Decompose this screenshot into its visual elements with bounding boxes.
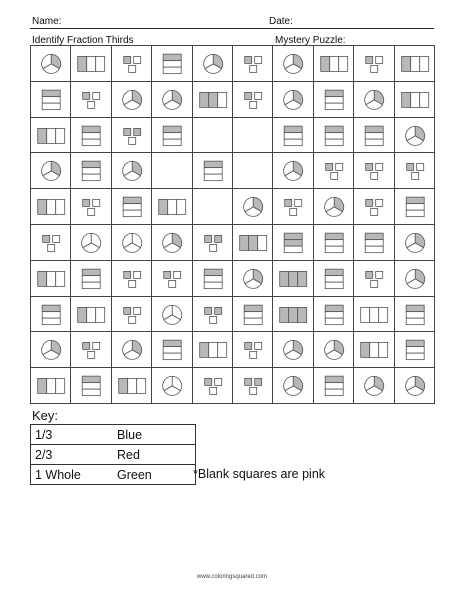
pie-thirds-icon — [71, 225, 111, 261]
grid-cell[interactable] — [394, 367, 435, 404]
stacked-bar-thirds-icon — [314, 368, 354, 404]
bar-thirds-icon — [71, 297, 111, 333]
stacked-bar-thirds-icon — [71, 368, 111, 404]
pie-thirds-icon — [354, 82, 394, 118]
pie-thirds-icon — [395, 118, 435, 154]
pie-thirds-icon — [273, 332, 313, 368]
name-line — [30, 28, 434, 29]
three-squares-icon — [314, 153, 354, 189]
grid-cell[interactable] — [70, 367, 111, 404]
grid-cell[interactable] — [272, 117, 313, 154]
grid-cell[interactable] — [111, 331, 152, 368]
grid-cell[interactable] — [111, 188, 152, 225]
pie-thirds-icon — [112, 153, 152, 189]
stacked-bar-thirds-icon — [152, 332, 192, 368]
stacked-bar-thirds-icon — [314, 118, 354, 154]
stacked-bar-thirds-icon — [314, 225, 354, 261]
pie-thirds-icon — [152, 225, 192, 261]
bar-thirds-icon — [193, 82, 233, 118]
grid-cell[interactable] — [353, 260, 394, 297]
grid-cell[interactable] — [232, 296, 273, 333]
name-label: Name: — [32, 16, 62, 27]
grid-cell[interactable] — [192, 260, 233, 297]
grid-cell[interactable] — [394, 224, 435, 261]
stacked-bar-thirds-icon — [354, 225, 394, 261]
grid-cell[interactable] — [232, 224, 273, 261]
grid-cell[interactable] — [30, 152, 71, 189]
stacked-bar-thirds-icon — [71, 118, 111, 154]
grid-cell[interactable] — [192, 81, 233, 118]
grid-cell[interactable] — [192, 367, 233, 404]
three-squares-icon — [71, 82, 111, 118]
grid-cell[interactable] — [111, 45, 152, 82]
grid-cell[interactable] — [353, 45, 394, 82]
pie-thirds-icon — [31, 46, 71, 82]
bar-thirds-icon — [193, 332, 233, 368]
key-row — [31, 445, 196, 465]
grid-cell[interactable] — [232, 81, 273, 118]
grid-cell[interactable] — [70, 224, 111, 261]
stacked-bar-thirds-icon — [273, 225, 313, 261]
bar-thirds-icon — [31, 368, 71, 404]
pie-thirds-icon — [354, 368, 394, 404]
three-squares-icon — [193, 297, 233, 333]
grid-cell[interactable] — [272, 152, 313, 189]
grid-cell[interactable] — [111, 117, 152, 154]
grid-cell[interactable] — [394, 331, 435, 368]
bar-thirds-icon — [31, 189, 71, 225]
grid-cell[interactable] — [353, 296, 394, 333]
grid-cell[interactable] — [272, 296, 313, 333]
stacked-bar-thirds-icon — [354, 118, 394, 154]
three-squares-icon — [112, 297, 152, 333]
three-squares-icon — [233, 82, 273, 118]
pie-thirds-icon — [233, 261, 273, 297]
grid-cell[interactable] — [70, 152, 111, 189]
key-row — [31, 425, 196, 445]
grid-cell[interactable] — [30, 331, 71, 368]
bar-thirds-icon — [112, 368, 152, 404]
pie-thirds-icon — [273, 46, 313, 82]
grid-cell[interactable] — [394, 45, 435, 82]
grid-cell[interactable] — [272, 260, 313, 297]
grid-cell[interactable] — [151, 296, 192, 333]
stacked-bar-thirds-icon — [193, 153, 233, 189]
bar-thirds-icon — [395, 82, 435, 118]
key-color: Red — [113, 445, 196, 465]
three-squares-icon — [112, 261, 152, 297]
grid-cell[interactable] — [353, 331, 394, 368]
grid-cell[interactable] — [30, 260, 71, 297]
grid-cell[interactable] — [313, 260, 354, 297]
stacked-bar-thirds-icon — [233, 297, 273, 333]
pie-thirds-icon — [395, 225, 435, 261]
grid-cell[interactable] — [111, 152, 152, 189]
bar-thirds-icon — [31, 118, 71, 154]
blank-cell[interactable] — [192, 188, 233, 225]
key-row — [31, 465, 196, 485]
grid-cell[interactable] — [232, 188, 273, 225]
pie-thirds-icon — [112, 82, 152, 118]
grid-cell[interactable] — [111, 81, 152, 118]
grid-cell[interactable] — [151, 81, 192, 118]
blank-squares-note: *Blank squares are pink — [193, 467, 326, 481]
bar-thirds-icon — [354, 332, 394, 368]
bar-thirds-icon — [395, 46, 435, 82]
grid-cell[interactable] — [313, 188, 354, 225]
grid-cell[interactable] — [313, 296, 354, 333]
three-squares-icon — [395, 153, 435, 189]
grid-cell[interactable] — [394, 260, 435, 297]
pie-thirds-icon — [395, 261, 435, 297]
grid-cell[interactable] — [70, 296, 111, 333]
three-squares-icon — [152, 261, 192, 297]
grid-cell[interactable] — [70, 117, 111, 154]
grid-cell[interactable] — [151, 224, 192, 261]
grid-cell[interactable] — [313, 367, 354, 404]
pie-thirds-icon — [314, 189, 354, 225]
key-fraction: 2/3 — [31, 445, 114, 465]
stacked-bar-thirds-icon — [273, 118, 313, 154]
grid-cell[interactable] — [30, 45, 71, 82]
stacked-bar-thirds-icon — [314, 297, 354, 333]
pie-thirds-icon — [395, 368, 435, 404]
grid-cell[interactable] — [70, 45, 111, 82]
key-fraction: 1 Whole — [31, 465, 114, 485]
grid-cell[interactable] — [70, 260, 111, 297]
grid-cell[interactable] — [232, 367, 273, 404]
three-squares-icon — [233, 46, 273, 82]
stacked-bar-thirds-icon — [314, 82, 354, 118]
grid-cell[interactable] — [272, 45, 313, 82]
grid-cell[interactable] — [353, 81, 394, 118]
grid-cell[interactable] — [192, 296, 233, 333]
grid-cell[interactable] — [70, 188, 111, 225]
grid-cell[interactable] — [313, 45, 354, 82]
blank-cell[interactable] — [151, 152, 192, 189]
three-squares-icon — [193, 368, 233, 404]
grid-cell[interactable] — [192, 331, 233, 368]
pie-thirds-icon — [273, 153, 313, 189]
grid-cell[interactable] — [30, 188, 71, 225]
three-squares-icon — [233, 332, 273, 368]
grid-cell[interactable] — [272, 81, 313, 118]
grid-cell[interactable] — [232, 45, 273, 82]
stacked-bar-thirds-icon — [31, 82, 71, 118]
grid-cell[interactable] — [151, 331, 192, 368]
three-squares-icon — [233, 368, 273, 404]
bar-thirds-icon — [314, 46, 354, 82]
key-label: Key: — [32, 408, 59, 423]
grid-cell[interactable] — [192, 224, 233, 261]
grid-cell[interactable] — [272, 188, 313, 225]
grid-cell[interactable] — [151, 117, 192, 154]
worksheet-title: Identify Fraction Thirds — [32, 35, 134, 46]
three-squares-icon — [273, 189, 313, 225]
footer-url: www.coloringsquared.com — [196, 574, 268, 580]
stacked-bar-thirds-icon — [112, 189, 152, 225]
pie-thirds-icon — [112, 332, 152, 368]
grid-cell[interactable] — [30, 81, 71, 118]
grid-cell[interactable] — [313, 224, 354, 261]
grid-cell[interactable] — [151, 188, 192, 225]
grid-cell[interactable] — [70, 331, 111, 368]
grid-cell[interactable] — [192, 45, 233, 82]
pie-thirds-icon — [193, 46, 233, 82]
stacked-bar-thirds-icon — [193, 261, 233, 297]
stacked-bar-thirds-icon — [314, 261, 354, 297]
three-squares-icon — [193, 225, 233, 261]
grid-cell[interactable] — [394, 117, 435, 154]
pie-thirds-icon — [273, 82, 313, 118]
grid-cell[interactable] — [353, 117, 394, 154]
grid-cell[interactable] — [394, 296, 435, 333]
grid-cell[interactable] — [30, 367, 71, 404]
three-squares-icon — [354, 189, 394, 225]
grid-cell[interactable] — [111, 224, 152, 261]
grid-cell[interactable] — [353, 367, 394, 404]
grid-cell[interactable] — [272, 367, 313, 404]
key-fraction: 1/3 — [31, 425, 114, 445]
grid-cell[interactable] — [313, 152, 354, 189]
grid-cell[interactable] — [111, 367, 152, 404]
grid-cell[interactable] — [353, 224, 394, 261]
key-table — [30, 424, 196, 485]
grid-cell[interactable] — [353, 188, 394, 225]
stacked-bar-thirds-icon — [31, 297, 71, 333]
grid-cell[interactable] — [394, 188, 435, 225]
three-squares-icon — [354, 261, 394, 297]
pie-thirds-icon — [233, 189, 273, 225]
grid-cell[interactable] — [30, 296, 71, 333]
pie-thirds-icon — [152, 82, 192, 118]
grid-cell[interactable] — [272, 224, 313, 261]
stacked-bar-thirds-icon — [152, 118, 192, 154]
three-squares-icon — [112, 118, 152, 154]
grid-cell[interactable] — [70, 81, 111, 118]
pie-thirds-icon — [112, 225, 152, 261]
three-squares-icon — [354, 46, 394, 82]
grid-cell[interactable] — [313, 331, 354, 368]
pie-thirds-icon — [31, 332, 71, 368]
three-squares-icon — [112, 46, 152, 82]
stacked-bar-thirds-icon — [395, 297, 435, 333]
blank-cell[interactable] — [232, 152, 273, 189]
stacked-bar-thirds-icon — [395, 332, 435, 368]
bar-thirds-icon — [273, 297, 313, 333]
grid-cell[interactable] — [30, 224, 71, 261]
pie-thirds-icon — [152, 368, 192, 404]
key-color: Green — [113, 465, 196, 485]
mystery-puzzle-label: Mystery Puzzle: — [275, 35, 346, 46]
pie-thirds-icon — [152, 297, 192, 333]
bar-thirds-icon — [71, 46, 111, 82]
stacked-bar-thirds-icon — [152, 46, 192, 82]
pie-thirds-icon — [314, 332, 354, 368]
grid-cell[interactable] — [151, 367, 192, 404]
pie-thirds-icon — [31, 153, 71, 189]
bar-thirds-icon — [152, 189, 192, 225]
grid-cell[interactable] — [151, 45, 192, 82]
three-squares-icon — [354, 153, 394, 189]
blank-cell[interactable] — [192, 117, 233, 154]
grid-cell[interactable] — [111, 260, 152, 297]
grid-cell[interactable] — [394, 81, 435, 118]
bar-thirds-icon — [31, 261, 71, 297]
grid-cell[interactable] — [30, 117, 71, 154]
grid-cell[interactable] — [272, 331, 313, 368]
grid-cell[interactable] — [313, 117, 354, 154]
pie-thirds-icon — [273, 368, 313, 404]
three-squares-icon — [71, 189, 111, 225]
stacked-bar-thirds-icon — [71, 261, 111, 297]
stacked-bar-thirds-icon — [71, 153, 111, 189]
blank-cell[interactable] — [232, 117, 273, 154]
grid-cell[interactable] — [232, 260, 273, 297]
three-squares-icon — [31, 225, 71, 261]
grid-cell[interactable] — [232, 331, 273, 368]
grid-cell[interactable] — [394, 152, 435, 189]
grid-cell[interactable] — [313, 81, 354, 118]
date-label: Date: — [269, 16, 293, 27]
grid-cell[interactable] — [111, 296, 152, 333]
bar-thirds-icon — [233, 225, 273, 261]
grid-cell[interactable] — [353, 152, 394, 189]
bar-thirds-icon — [354, 297, 394, 333]
three-squares-icon — [71, 332, 111, 368]
key-color: Blue — [113, 425, 196, 445]
grid-cell[interactable] — [192, 152, 233, 189]
bar-thirds-icon — [273, 261, 313, 297]
stacked-bar-thirds-icon — [395, 189, 435, 225]
grid-cell[interactable] — [151, 260, 192, 297]
